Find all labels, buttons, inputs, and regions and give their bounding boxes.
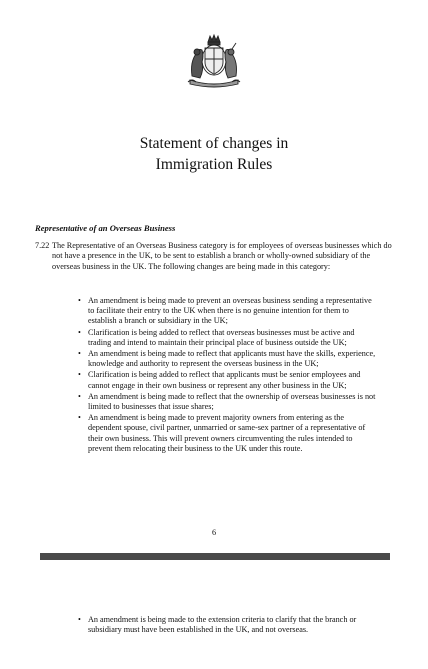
paragraph: [35, 241, 395, 272]
list-item: [78, 349, 378, 369]
bullet-icon: •: [78, 349, 81, 359]
bullet-list: [78, 615, 378, 635]
page-number: 6: [211, 528, 217, 537]
list-item-text: Clarification is being added to reflect that applicants must be senior employees and cannot engage in their own business or represent any other business in the UK;: [88, 370, 361, 390]
list-item: [78, 370, 378, 390]
bullet-icon: •: [78, 391, 81, 401]
bullet-icon: •: [78, 413, 81, 423]
list-item: [78, 392, 378, 412]
list-item-text: An amendment is being made to the extension criteria to clarify that the branch or subsidiary must have been established in the UK, and not overseas.: [88, 615, 357, 635]
list-item-text: An amendment is being made to prevent an overseas business sending a representative to facilitate their entry to the UK when there is no genuine intention for them to establish a branch or subsidiary in the UK;: [88, 296, 372, 326]
next-document-page: [0, 560, 428, 669]
list-item: [78, 413, 378, 454]
document-title-line-2: Immigration Rules: [155, 156, 273, 173]
list-item-text: Clarification is being added to reflect that overseas businesses must be active and trading and intend to maintain their principal place of business outside the UK;: [88, 327, 355, 347]
royal-coat-of-arms-icon: [184, 32, 244, 90]
document-title-line-1: Statement of changes in: [139, 135, 289, 152]
bullet-list: [78, 296, 378, 455]
list-item: [78, 615, 378, 635]
section-heading: Representative of an Overseas Business: [35, 223, 176, 233]
paragraph-text: The Representative of an Overseas Business category is for employees of overseas businesses which do not have a presence in the UK, to be sent to establish a branch or wholly-owned subsidiary of the overseas business in the UK. The following changes are being made in this category:: [52, 241, 392, 271]
list-item: [78, 296, 378, 327]
bullet-icon: •: [78, 327, 81, 337]
bullet-icon: •: [78, 296, 81, 305]
paragraph-number: 7.22: [35, 241, 50, 250]
bullet-icon: •: [78, 615, 81, 624]
list-item-text: An amendment is being made to prevent majority owners from entering as the dependent spouse, civil partner, unmarried or same-sex partner of a representative of their own business. This will prevent owners circumventing the rules intended to prevent them relocating their business to the UK under this route.: [88, 413, 366, 453]
list-item: [78, 328, 378, 348]
page-separator: [40, 553, 390, 560]
list-item-text: An amendment is being made to reflect that applicants must have the skills, experience, knowledge and authority to represent the overseas business in the UK;: [88, 349, 376, 369]
bullet-icon: •: [78, 370, 81, 380]
list-item-text: An amendment is being made to reflect that the ownership of overseas businesses is not limited to businesses that issue shares;: [88, 391, 376, 412]
